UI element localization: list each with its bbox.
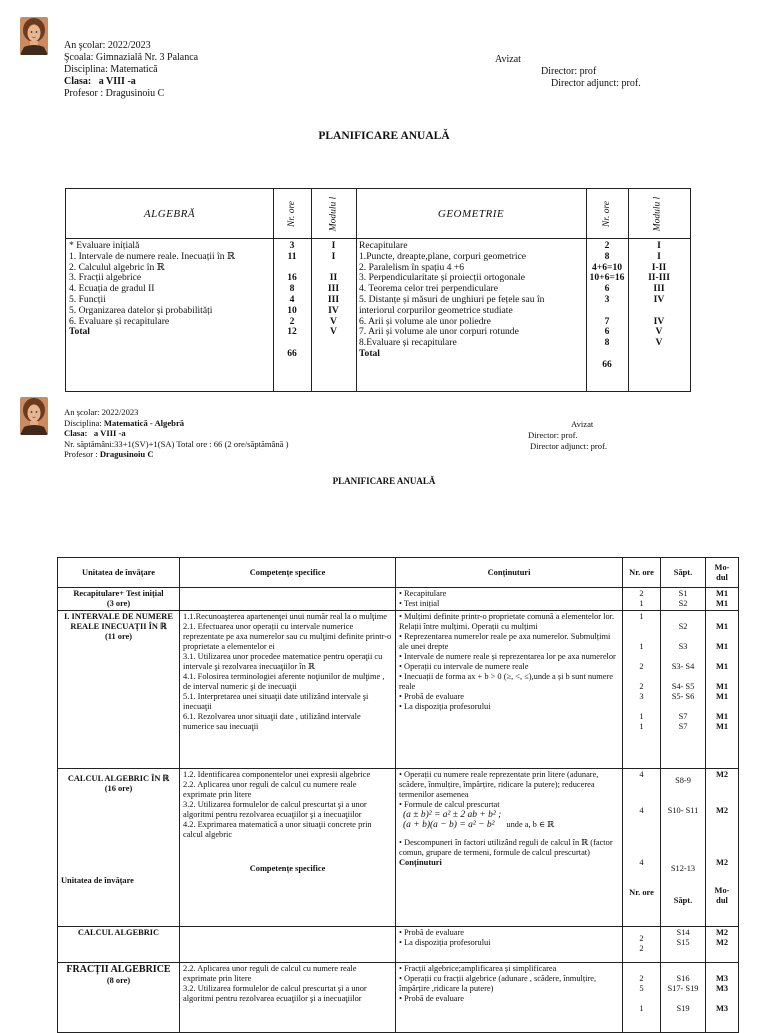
header-left xyxy=(64,40,198,100)
page-title: PLANIFICARE ANUALĂ xyxy=(318,130,450,142)
teacher-portrait-2 xyxy=(20,397,48,435)
teacher-portrait xyxy=(20,17,48,55)
page-title-2: PLANIFICARE ANUALĂ xyxy=(332,476,436,486)
geometry-header: GEOMETRIE xyxy=(437,207,505,220)
table-row: Recapitulare+ Test inițial (3 ore) • Recapitulare • Test inițial 2 1 S1 S2 M1 M1 xyxy=(58,588,739,611)
header2-left xyxy=(64,407,288,460)
algebra-module-header: Modulu l xyxy=(328,196,339,231)
geometry-module-header: Modulu l xyxy=(652,196,663,231)
header-competente: Competențe specifice xyxy=(180,558,396,588)
avizat-label-2: Avizat xyxy=(571,419,594,429)
algebra-modules: I I II III III IV V V xyxy=(327,240,340,338)
avizat-label: Avizat xyxy=(495,54,521,65)
table-row: FRACȚII ALGEBRICE (8 ore) 2.2. Aplicarea unor reguli de calcul cu numere reale exprimate prin litere 3.2. Utilizarea formulelor de calcul prescurtat şi a unor algoritmi pentru rezolvarea ecuaţiilor şi a inecuaţiilor • Fracții algebrice;amplificarea și simplificarea • Operații cu fracții algebrice (adunare , scădere, înmulțire, împărțire ,ridicare la putere) • Probă de evaluare 2 5 1 S16 S17- S19 S19 M3 M3 M3 xyxy=(58,963,739,1033)
weeks-info: Nr. săptămâni:33+1(SV)+1(SA) Total ore : 66 (2 ore/săptămână ) xyxy=(64,438,289,449)
table-row: CALCUL ALGEBRIC • Probă de evaluare • La dispoziția profesorului 2 2 S14 S15 M2 M2 xyxy=(58,927,739,963)
class: Clasa: a VIII -a xyxy=(64,428,126,438)
table-header-row xyxy=(58,558,739,588)
school-name: Şcoala: Gimnazială Nr. 3 Palanca xyxy=(64,52,199,63)
table-row: I. INTERVALE DE NUMERE REALE INECUAȚII ÎN ℝ (11 ore) 1.1.Recunoaşterea apartenenţei unui număr real la o mulţime 2.1. Efectuarea unor operații cu intervale numerice reprezentate pe axa numerelor sau cu mulţimi definite printr-o proprietate a elementelor ei 3.1. Utilizarea unor procedee matematice pentru operaţii cu intervale şi rezolvarea inecuaţiilor în ℝ 4.1. Folosirea terminologiei aferente noţiunilor de mulţime , de interval numeric şi de inecuaţii 5.1. Interpretarea unei situaţii date utilizând intervale şi inecuaţii 6.1. Rezolvarea unor situaţii date , utilizând intervale numerice sau inecuaţii • Mulțimi definite printr-o proprietate comună a elementelor lor. Relații între mulțimi. Operații cu mulțimi • Reprezentarea numerelor reale pe axa numerelor. Submulțimi ale unei drepte • Intervale de numere reale și reprezentarea lor pe axa numerelor • Operații cu intervale de numere reale • Inecuații de forma ax + b > 0 (≥, <, ≤),unde a și b sunt numere reale • Probă de evaluare • La dispoziția profesorului 1 1 2 2 3 1 1 S2 S3 S3- S4 S4- S5 S5- S6 S7 S7 M1 M1 M1 M1 M1 M1 M1 xyxy=(58,611,739,769)
annual-plan-table xyxy=(57,557,739,1033)
header-nr-ore: Nr. ore xyxy=(623,558,661,588)
annual-overview-table xyxy=(65,188,691,392)
school-year: An școlar: 2022/2023 xyxy=(64,407,139,417)
director-adjunct-label: Director adjunct: prof. xyxy=(551,78,641,89)
header-sapt: Săpt. xyxy=(661,558,706,588)
header-unitate: Unitatea de învățare xyxy=(58,558,180,588)
director-adjunct-label-2: Director adjunct: prof. xyxy=(530,441,608,451)
subject: Disciplina: Matematică - Algebră xyxy=(64,417,185,428)
table-row: CALCUL ALGEBRIC ÎN ℝ (16 ore) Unitatea de învățare 1.2. Identificarea componentelor unei expresii algebrice 2.2. Aplicarea unor reguli de calcul cu numere reale exprimate prin litere 3.2. Utilizarea formulelor de calcul prescurtat şi a unor algoritmi pentru rezolvarea ecuaţiilor şi a inecuaţiilor 4.2. Exprimarea matematică a unor situaţii concrete prin calcul algebric Competențe specifice • Operații cu numere reale reprezentate prin litere (adunare, scădere, înmulțire, împărțire, ridicare la putere); reducerea termenilor asemenea • Formule de calcul prescurtat (a ± b)² = a² ± 2 ab + b² ; (a + b)(a − b) = a² − b² unde a, b ∈ ℝ • Descompuneri în factori utilizând reguli de calcul în ℝ (factor comun, grupare de termeni, formule de calcul prescurtat) Conținuturi 4 4 4 Nr. ore S8-9 S10- S11 S12-13 Săpt. M2 M2 M2 Mo- dul xyxy=(58,769,739,927)
teacher: Profesor : Dragusinoiu C xyxy=(64,88,165,99)
algebra-header: ALGEBRĂ xyxy=(143,207,196,220)
geometry-hours: 2 8 4+6=10 10+6=16 6 3 7 6 8 66 xyxy=(589,240,625,370)
school-year: An şcolar: 2022/2023 xyxy=(64,40,151,51)
algebra-topics: * Evaluare inițială 1. Intervale de numere reale. Inecuații în ℝ 2. Calculul algebric în ℝ 3. Fracții algebrice 4. Ecuația de gradul II 5. Funcții 5. Organizarea datelor și probabilități 6. Evaluare și recapitulare Total xyxy=(69,240,235,338)
class: Clasa: a VIII -a xyxy=(64,76,136,87)
director-label: Director: prof xyxy=(541,66,597,77)
director-label-2: Director: prof. xyxy=(528,430,578,440)
geometry-modules: I I I-II II-III III IV IV V V xyxy=(648,240,670,349)
header-continuturi: Conținuturi xyxy=(396,558,623,588)
geometry-topics: Recapitulare 1.Puncte, dreapte,plane, corpuri geometrice 2. Paralelism în spațiu 4 +6 3. Perpendicularitate și proiecții ortogonale 4. Teorema celor trei perpendiculare 5. Distanțe și măsuri de unghiuri pe fețele sau în interiorul corpurilor geometrice studiate 6. Arii și volume ale unor poliedre 7. Arii și volume ale unor corpuri rotunde 8.Evaluare și recapitulare Total xyxy=(359,240,545,359)
header-modul: Mo- dul xyxy=(706,558,739,588)
algebra-hours: 3 11 16 8 4 10 2 12 66 xyxy=(287,240,297,359)
geometry-hours-header: Nr. ore xyxy=(602,200,613,227)
portrait-image xyxy=(20,17,48,55)
teacher: Profesor : Dragusinoiu C xyxy=(64,449,154,459)
portrait-image xyxy=(20,397,48,435)
subject: Disciplina: Matematică xyxy=(64,64,158,75)
algebra-hours-header: Nr. ore xyxy=(287,200,298,227)
